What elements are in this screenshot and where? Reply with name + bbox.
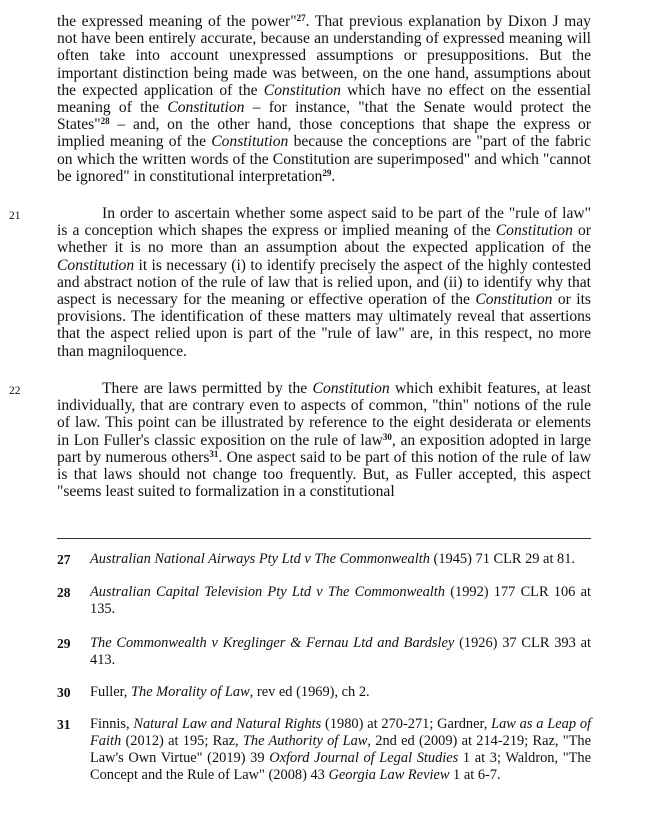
footnote-number: 28 xyxy=(57,585,71,600)
paragraph-20-continuation xyxy=(57,13,591,185)
text-run: because the conceptions are "part of the fabric on which the written words of the Constitution are superimposed" and which "cannot be ignored" in constitutional interpretation xyxy=(57,133,591,185)
text-run: . That previous explanation by Dixon J may not have been entirely accurate, because an understanding of expressed meaning will often take into account unexpressed assumptions or presuppositions. But the important distinction being made was between, on the one hand, assumptions about the expected application of the xyxy=(57,13,591,99)
footnote-27 xyxy=(57,551,591,568)
text-run: (1980) at 270-271; Gardner, xyxy=(321,716,492,732)
footnote-text xyxy=(90,551,591,568)
footnote-separator xyxy=(57,538,591,539)
italic-run: Constitution xyxy=(495,222,573,240)
text-run: 1 at 6-7. xyxy=(449,767,501,783)
text-run: 1 at 3; Waldron, "The Concept and the Rule of Law" (2008) 43 xyxy=(90,750,591,783)
text-run: , an exposition adopted in large part by numerous others xyxy=(57,431,591,466)
paragraph-number-21: 21 xyxy=(9,210,21,222)
paragraph-22 xyxy=(57,380,591,500)
footnote-text xyxy=(90,584,591,618)
italic-run: Law as a Leap of Faith xyxy=(90,716,592,749)
footnote-number: 29 xyxy=(57,636,71,651)
text-run: Finnis, xyxy=(90,716,134,732)
text-run: (1945) 71 CLR 29 at 81. xyxy=(429,551,576,567)
footnote-30 xyxy=(57,684,591,701)
italic-run: The Commonwealth v Kreglinger & Fernau Ltd and Bardsley xyxy=(90,635,455,651)
italic-run: Georgia Law Review xyxy=(328,767,450,783)
text-run: . xyxy=(331,167,336,185)
text-run: or whether it is no more than an assumption about the expected application of the xyxy=(57,222,591,257)
text-run: . One aspect said to be part of this notion of the rule of law is that laws should not change too frequently. But, as Fuller accepted, this aspect "seems least suited to formalization in a constitutional xyxy=(57,448,591,501)
italic-run: Australian Capital Television Pty Ltd v The Commonwealth xyxy=(90,584,445,600)
text-run: – and, on the other hand, those conceptions that shape the express or implied meaning of the xyxy=(57,116,591,151)
text-run: (2012) at 195; Raz, xyxy=(121,733,243,749)
footnote-ref-27[interactable]: 27 xyxy=(296,13,306,23)
footnote-ref-29[interactable]: 29 xyxy=(322,167,332,178)
paragraph-21 xyxy=(57,205,591,360)
text-run: , rev ed (1969), ch 2. xyxy=(249,684,370,700)
footnote-28 xyxy=(57,584,591,618)
footnote-29 xyxy=(57,635,591,669)
footnote-text xyxy=(90,684,591,701)
text-run: Fuller, xyxy=(90,684,131,700)
footnote-ref-28[interactable]: 28 xyxy=(100,116,110,127)
text-run: (1926) 37 CLR 393 at 413. xyxy=(90,635,591,668)
italic-run: Constitution xyxy=(312,380,390,397)
italic-run: Australian National Airways Pty Ltd v The Commonwealth xyxy=(90,551,430,567)
text-run: In order to ascertain whether some aspect said to be part of the "rule of law" is a conception which shapes the express or implied meaning of the xyxy=(57,205,591,240)
italic-run: Constitution xyxy=(211,133,289,151)
text-run: , 2nd ed (2009) at 214-219; Raz, "The Law's Own Virtue" (2019) 39 xyxy=(90,733,591,766)
italic-run: Constitution xyxy=(167,99,245,117)
text-run: it is necessary (i) to identify precisely the aspect of the highly contested and abstract notion of the rule of law that is relied upon, and (ii) to identify why that aspect is necessary for the meaning or effective operation of the xyxy=(57,256,591,309)
italic-run: The Morality of Law xyxy=(131,684,250,700)
footnote-number: 30 xyxy=(57,685,71,700)
footnote-number: 27 xyxy=(57,552,71,567)
italic-run: Natural Law and Natural Rights xyxy=(133,716,322,732)
footnote-31 xyxy=(57,716,591,784)
footnote-number: 31 xyxy=(57,717,71,732)
text-run: which exhibit features, at least individually, that are contrary even to aspects of common, "thin" notions of the rule of law. This point can be illustrated by reference to the eight desiderata or elements in Lon Fuller's classic exposition on the rule of law xyxy=(57,380,591,449)
text-run: There are laws permitted by the xyxy=(102,380,313,397)
footnote-ref-30[interactable]: 30 xyxy=(382,431,392,442)
paragraph-number-22: 22 xyxy=(9,385,21,397)
text-run: (1992) 177 CLR 106 at 135. xyxy=(90,584,591,617)
text-run: or its provisions. The identification of these matters may ultimately reveal that assertions that the aspect relied upon is part of the "rule of law" are, in this respect, no more than magniloquence. xyxy=(57,291,591,360)
footnote-text xyxy=(90,716,591,784)
footnote-text xyxy=(90,635,591,669)
text-run: – for instance, "that the Senate would protect the States" xyxy=(57,99,591,134)
italic-run: Constitution xyxy=(475,291,553,309)
italic-run: Constitution xyxy=(57,256,135,274)
text-run: which have no effect on the essential meaning of the xyxy=(57,81,592,117)
italic-run: Oxford Journal of Legal Studies xyxy=(269,750,459,766)
italic-run: The Authority of Law xyxy=(242,733,368,749)
italic-run: Constitution xyxy=(263,81,341,99)
text-run: the expressed meaning of the power" xyxy=(57,13,297,30)
footnote-ref-31[interactable]: 31 xyxy=(209,448,219,459)
